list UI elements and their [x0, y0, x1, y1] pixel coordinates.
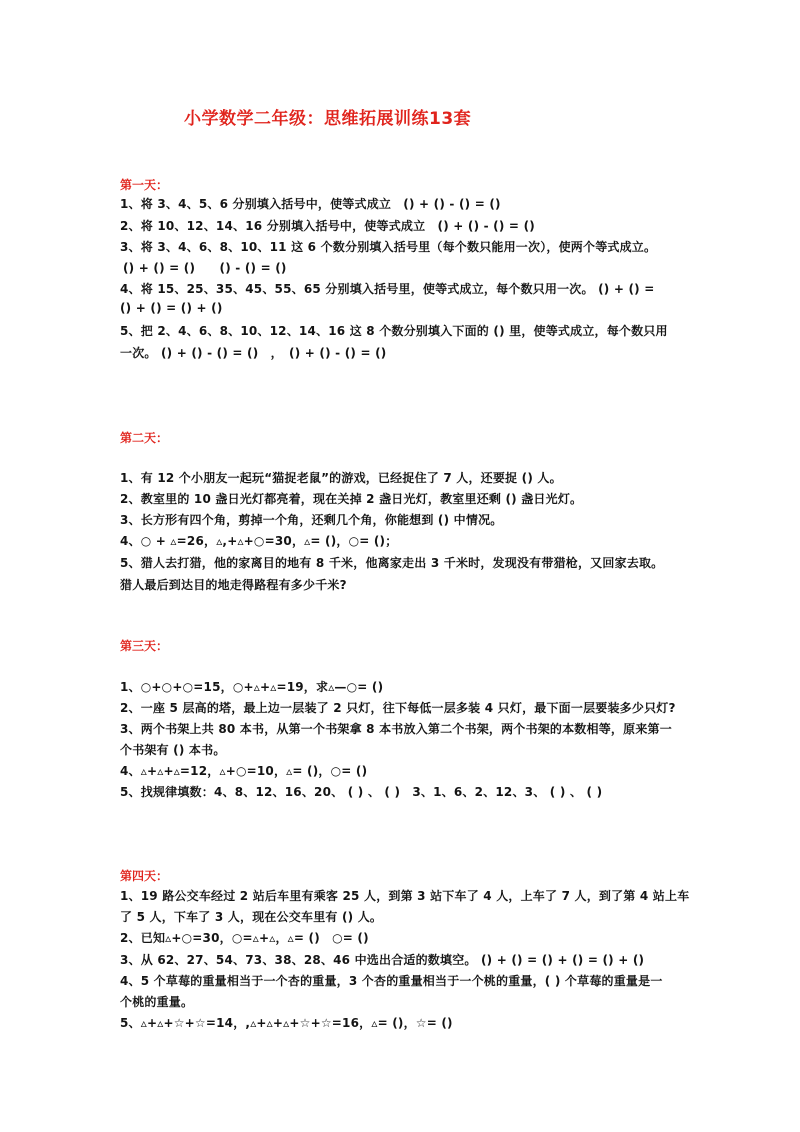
day-2-heading: 第二天： [120, 431, 169, 445]
day-3-heading: 第三天： [120, 639, 169, 653]
day-3-line-5: 4、▵+▵+▵=12，▵+○=10，▵= ()，○= () [120, 764, 368, 778]
day-1-line-1: 1、将 3、4、5、6 分别填入括号中，使等式成立 () + () - () = () [120, 197, 501, 211]
day-2-line-1: 1、有 12 个小朋友一起玩“猫捉老鼠”的游戏，已经捉住了 7 人，还要捉 () 人。 [120, 471, 562, 485]
day-1-line-5: 4、将 15、25、35、45、55、65 分别填入括号里，使等式成立，每个数只用一次。 () + () = [120, 282, 655, 296]
day-4-heading: 第四天： [120, 869, 169, 883]
day-4-line-3: 2、已知▵+○=30，○=▵+▵，▵= () ○= () [120, 931, 369, 945]
day-4-line-4: 3、从 62、27、54、73、38、28、46 中选出合适的数填空。 () + () = () + () = () + () [120, 953, 645, 967]
day-2-line-3: 3、长方形有四个角，剪掉一个角，还剩几个角，你能想到 () 中情况。 [120, 513, 503, 527]
page-title: 小学数学二年级：思维拓展训练13套 [184, 109, 472, 129]
day-3-line-2: 2、一座 5 层高的塔，最上边一层装了 2 只灯，往下每低一层多装 4 只灯，最下面一层要装多少只灯? [120, 701, 676, 715]
day-2-line-6: 猎人最后到达目的地走得路程有多少千米? [120, 578, 347, 592]
day-1-line-3: 3、将 3、4、6、8、10、11 这 6 个数分别填入括号里（每个数只能用一次），使两个等式成立。 [120, 240, 657, 254]
day-1-line-8: 一次。 () + () - () = () ， () + () - () = () [120, 346, 387, 360]
day-1-line-7: 5、把 2、4、6、8、10、12、14、16 这 8 个数分别填入下面的 () 里，使等式成立，每个数只用 [120, 324, 668, 338]
day-2-line-2: 2、教室里的 10 盏日光灯都亮着，现在关掉 2 盏日光灯，教室里还剩 () 盏日光灯。 [120, 492, 583, 506]
day-1-line-4: () + () = () () - () = () [123, 261, 287, 275]
day-2-line-4: 4、○ + ▵=26，▵,+▵+○=30，▵= ()，○= ()； [120, 534, 398, 548]
day-4-line-1: 1、19 路公交车经过 2 站后车里有乘客 25 人，到第 3 站下车了 4 人，上车了 7 人，到了第 4 站上车 [120, 889, 690, 903]
day-4-line-2: 了 5 人，下车了 3 人，现在公交车里有 () 人。 [120, 910, 383, 924]
day-1-line-2: 2、将 10、12、14、16 分别填入括号中，使等式成立 () + () - () = () [120, 219, 535, 233]
day-4-line-6: 个桃的重量。 [120, 995, 194, 1009]
day-3-line-1: 1、○+○+○=15，○+▵+▵=19，求▵—○= () [120, 680, 384, 694]
day-4-line-7: 5、▵+▵+☆+☆=14，,▵+▵+▵+☆+☆=16，▵= ()，☆= () [120, 1016, 453, 1030]
day-3-line-6: 5、找规律填数：4、8、12、16、20、 ( ) 、 ( ) 3、1、6、2、12、3、 ( ) 、 ( ) [120, 785, 603, 799]
day-3-line-4: 个书架有 () 本书。 [120, 743, 226, 757]
day-2-line-5: 5、猎人去打猎，他的家离目的地有 8 千米，他离家走出 3 千米时，发现没有带猎枪，又回家去取。 [120, 556, 664, 570]
day-1-heading: 第一天： [120, 178, 169, 192]
day-1-line-6: () + () = () + () [120, 301, 223, 315]
day-3-line-3: 3、两个书架上共 80 本书，从第一个书架拿 8 本书放入第二个书架，两个书架的本数相等，原来第一 [120, 722, 672, 736]
day-4-line-5: 4、5 个草莓的重量相当于一个杏的重量，3 个杏的重量相当于一个桃的重量，( ) 个草莓的重量是一 [120, 974, 663, 988]
